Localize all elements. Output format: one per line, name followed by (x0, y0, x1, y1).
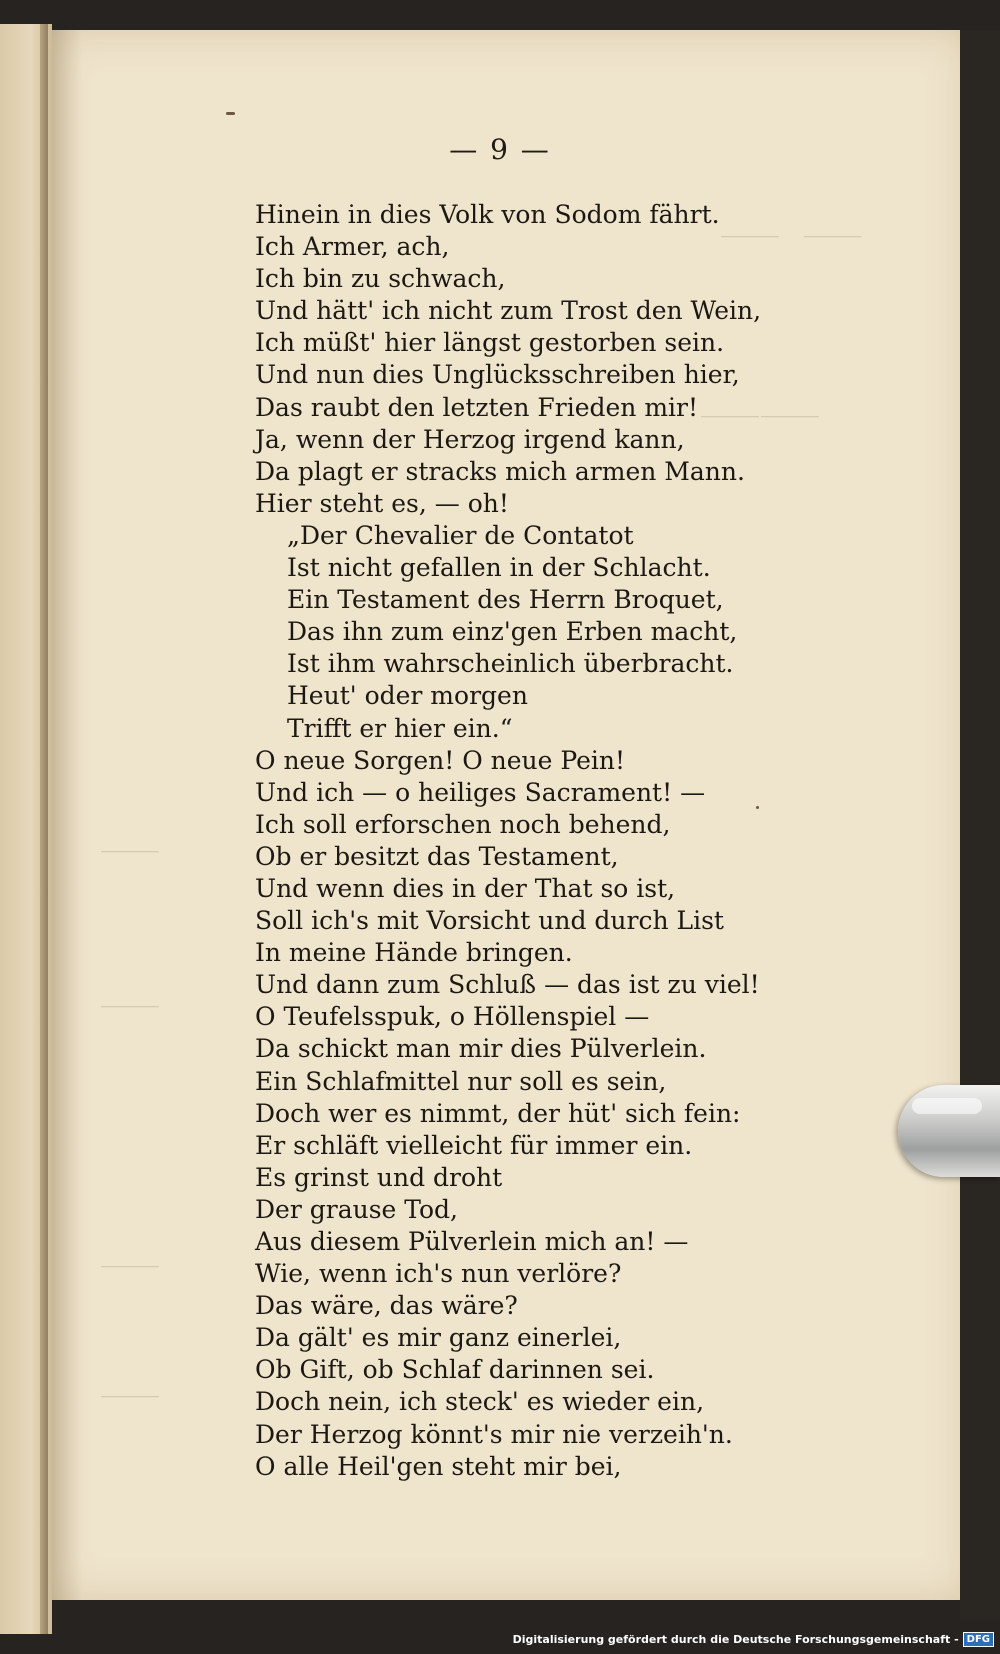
text-line: O neue Sorgen! O neue Pein! (255, 745, 626, 775)
text-line: Ein Schlafmittel nur soll es sein, (255, 1066, 667, 1096)
text-line: Es grinst und droht (255, 1162, 503, 1192)
text-line: Soll ich's mit Vorsicht und durch List (255, 906, 724, 936)
text-line: Trifft er hier ein.“ (287, 713, 513, 743)
text-line: Das raubt den letzten Frieden mir! (255, 392, 699, 422)
text-line: Der Herzog könnt's mir nie verzeih'n. (255, 1419, 733, 1449)
show-through-texture: ⸻⸻ (700, 401, 820, 429)
text-line: Und dann zum Schluß — das ist zu viel! (255, 970, 760, 1000)
text-line: Ist ihm wahrscheinlich überbracht. (287, 649, 734, 679)
text-line: Aus diesem Pülverlein mich an! — (255, 1227, 689, 1256)
text-line: O Teufelsspuk, o Höllenspiel — (255, 1002, 650, 1032)
text-line: Ein Testament des Herrn Broquet, (287, 585, 724, 615)
text-line: Das wäre, das wäre? (255, 1291, 518, 1321)
text-line: In meine Hände bringen. (255, 938, 573, 968)
text-line: Ist nicht gefallen in der Schlacht. (287, 553, 711, 583)
page-gutter-shadow (52, 30, 82, 1600)
paper-speck (226, 112, 235, 115)
right-background (960, 30, 1000, 1620)
page-number: — 9 — (449, 133, 551, 166)
text-line: Er schläft vielleicht für immer ein. (255, 1130, 693, 1160)
text-line: Ob er besitzt das Testament, (255, 841, 619, 871)
text-line: Wie, wenn ich's nun verlöre? (255, 1259, 622, 1289)
text-line: Ich müßt' hier längst gestorben sein. (255, 328, 725, 358)
show-through-texture: ⸻ (100, 1381, 160, 1409)
show-through-texture: ⸻ ⸻ (720, 221, 863, 249)
digitization-credit (513, 1628, 994, 1650)
text-line: Hinein in dies Volk von Sodom fährt. (255, 200, 720, 229)
text-line: Doch wer es nimmt, der hüt' sich fein: (255, 1098, 741, 1128)
text-line: Das ihn zum einz'gen Erben macht, (287, 617, 738, 647)
text-line: Da plagt er stracks mich armen Mann. (255, 456, 745, 486)
show-through-texture: ⸻ (100, 836, 160, 864)
poem-text (255, 199, 895, 1483)
text-line: Da schickt man mir dies Pülverlein. (255, 1034, 707, 1064)
credit-text: Digitalisierung gefördert durch die Deutsche Forschungsgemeinschaft - (512, 1632, 959, 1646)
text-line: „Der Chevalier de Contatot (287, 520, 634, 550)
book-gutter (40, 24, 48, 1634)
text-line: Und nun dies Unglücksschreiben hier, (255, 360, 740, 390)
text-line: O alle Heil'gen steht mir bei, (255, 1451, 622, 1481)
show-through-texture: ⸻ (100, 1251, 160, 1279)
text-line: Ich bin zu schwach, (255, 264, 506, 294)
text-line: Ja, wenn der Herzog irgend kann, (255, 424, 685, 454)
show-through-texture: ⸻ (100, 991, 160, 1019)
paper-clip-highlight (912, 1098, 982, 1114)
text-line: Und wenn dies in der That so ist, (255, 873, 676, 903)
text-line: Ich Armer, ach, (255, 232, 450, 262)
text-line: Und ich — o heiliges Sacrament! — (255, 777, 706, 807)
text-line: Und hätt' ich nicht zum Trost den Wein, (255, 296, 762, 326)
text-line: Da gält' es mir ganz einerlei, (255, 1323, 622, 1353)
text-line: Ob Gift, ob Schlaf darinnen sei. (255, 1355, 655, 1385)
text-line: Doch nein, ich steck' es wieder ein, (255, 1387, 705, 1417)
text-line: Hier steht es, — oh! (255, 488, 509, 518)
dfg-logo: DFG (963, 1632, 994, 1647)
text-line: Der grause Tod, (255, 1194, 459, 1224)
text-line: Ich soll erforschen noch behend, (255, 809, 671, 839)
text-line: Heut' oder morgen (287, 681, 528, 711)
